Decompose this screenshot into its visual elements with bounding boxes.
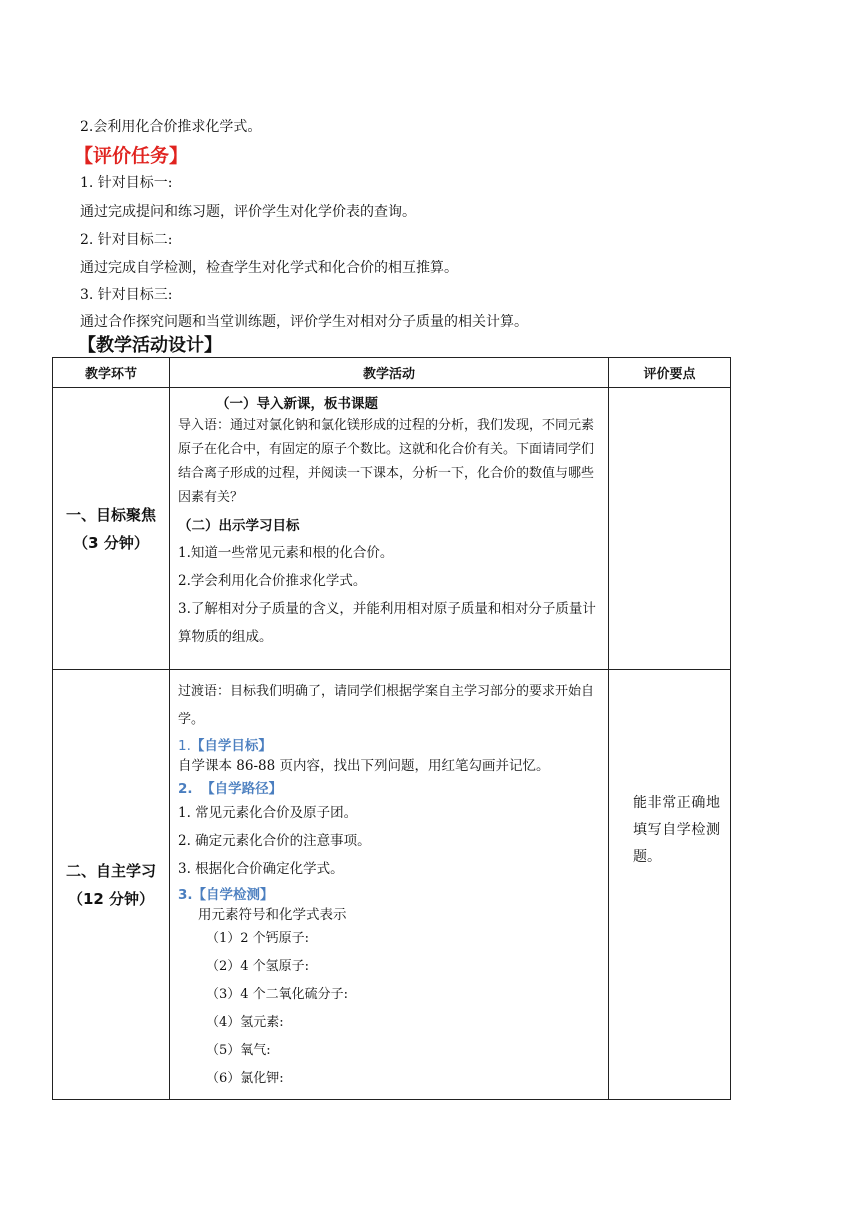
- eval-target-3: 3. 针对目标三:: [80, 287, 173, 303]
- goal-list: [178, 539, 602, 651]
- evaluation-cell: [609, 388, 731, 670]
- eval-desc-2: 通过完成自学检测，检查学生对化学式和化合价的相互推算。: [80, 260, 458, 276]
- goal-item: 1.知道一些常见元素和根的化合价。: [178, 544, 394, 561]
- stage-title: 一、目标聚焦: [65, 505, 156, 524]
- eval-desc-1: 通过完成提问和练习题，评价学生对化学价表的查询。: [80, 204, 416, 220]
- table-row: [53, 670, 731, 1100]
- check-item: （4）氢元素:: [206, 1015, 284, 1031]
- stage-cell: [53, 388, 170, 670]
- column-header-activity: 教学活动: [170, 358, 609, 388]
- activity-cell: [170, 388, 609, 670]
- goal-2-text: 2.会利用化合价推求化学式。: [80, 119, 262, 135]
- path-item: 2. 确定元素化合价的注意事项。: [178, 832, 371, 849]
- self-study-goal-text: 自学课本 86-88 页内容，找出下列问题，用红笔勾画并记忆。: [178, 758, 550, 775]
- column-header-stage: 教学环节: [53, 358, 170, 388]
- evaluation-tasks-heading: 【评价任务】: [74, 145, 189, 167]
- design-heading: 【教学活动设计】: [78, 335, 222, 356]
- stage-title: 二、自主学习: [65, 861, 156, 880]
- self-study-goal-heading: 1.【自学目标】: [178, 738, 272, 754]
- transition-speech: 过渡语：目标我们明确了，请同学们根据学案自主学习部分的要求开始自学。: [178, 684, 595, 727]
- check-item: （1）2 个钙原子:: [206, 931, 310, 947]
- section-title: （二）出示学习目标: [178, 518, 300, 535]
- stage-cell: [53, 670, 170, 1100]
- check-item: （5）氧气:: [206, 1043, 271, 1059]
- activity-cell: [170, 670, 609, 1100]
- table-header-row: [53, 358, 731, 388]
- self-check-heading: 3.【自学检测】: [178, 886, 274, 903]
- column-header-evaluation: 评价要点: [609, 358, 731, 388]
- check-item: （3）4 个二氧化硫分子:: [206, 987, 349, 1003]
- section-title: （一）导入新课，板书课题: [216, 396, 378, 412]
- stage-duration: （12 分钟）: [67, 889, 155, 908]
- self-check-intro: 用元素符号和化学式表示: [198, 907, 347, 923]
- path-item: 3. 根据化合价确定化学式。: [178, 860, 344, 877]
- path-item: 1. 常见元素化合价及原子团。: [178, 804, 358, 821]
- check-item: （2）4 个氢原子:: [206, 959, 310, 975]
- path-list: [178, 799, 602, 883]
- goal-item: 3.了解相对分子质量的含义，并能利用相对原子质量和相对分子质量计算物质的组成。: [178, 600, 596, 645]
- intro-speech: 导入语：通过对氯化钠和氯化镁形成的过程的分析，我们发现，不同元素原子在化合中，有固定的原子个数比。这就和化合价有关。下面请同学们结合离子形成的过程，并阅读一下课本，分析一下，化合价的数值与哪些因素有关？: [178, 418, 595, 506]
- table-row: [53, 388, 731, 670]
- eval-target-2: 2. 针对目标二:: [80, 232, 173, 248]
- check-item: （6）氯化钾:: [206, 1071, 284, 1087]
- check-list: [178, 925, 602, 1093]
- stage-duration: （3 分钟）: [73, 533, 149, 552]
- goal-item: 2.学会利用化合价推求化学式。: [178, 572, 367, 589]
- evaluation-cell: 能非常正确地填写自学检测题。: [609, 670, 731, 1100]
- eval-target-1: 1. 针对目标一:: [80, 175, 173, 191]
- eval-desc-3: 通过合作探究问题和当堂训练题，评价学生对相对分子质量的相关计算。: [80, 314, 528, 330]
- teaching-activity-table: [52, 357, 731, 1100]
- self-study-path-heading: 2. 【自学路径】: [178, 780, 283, 797]
